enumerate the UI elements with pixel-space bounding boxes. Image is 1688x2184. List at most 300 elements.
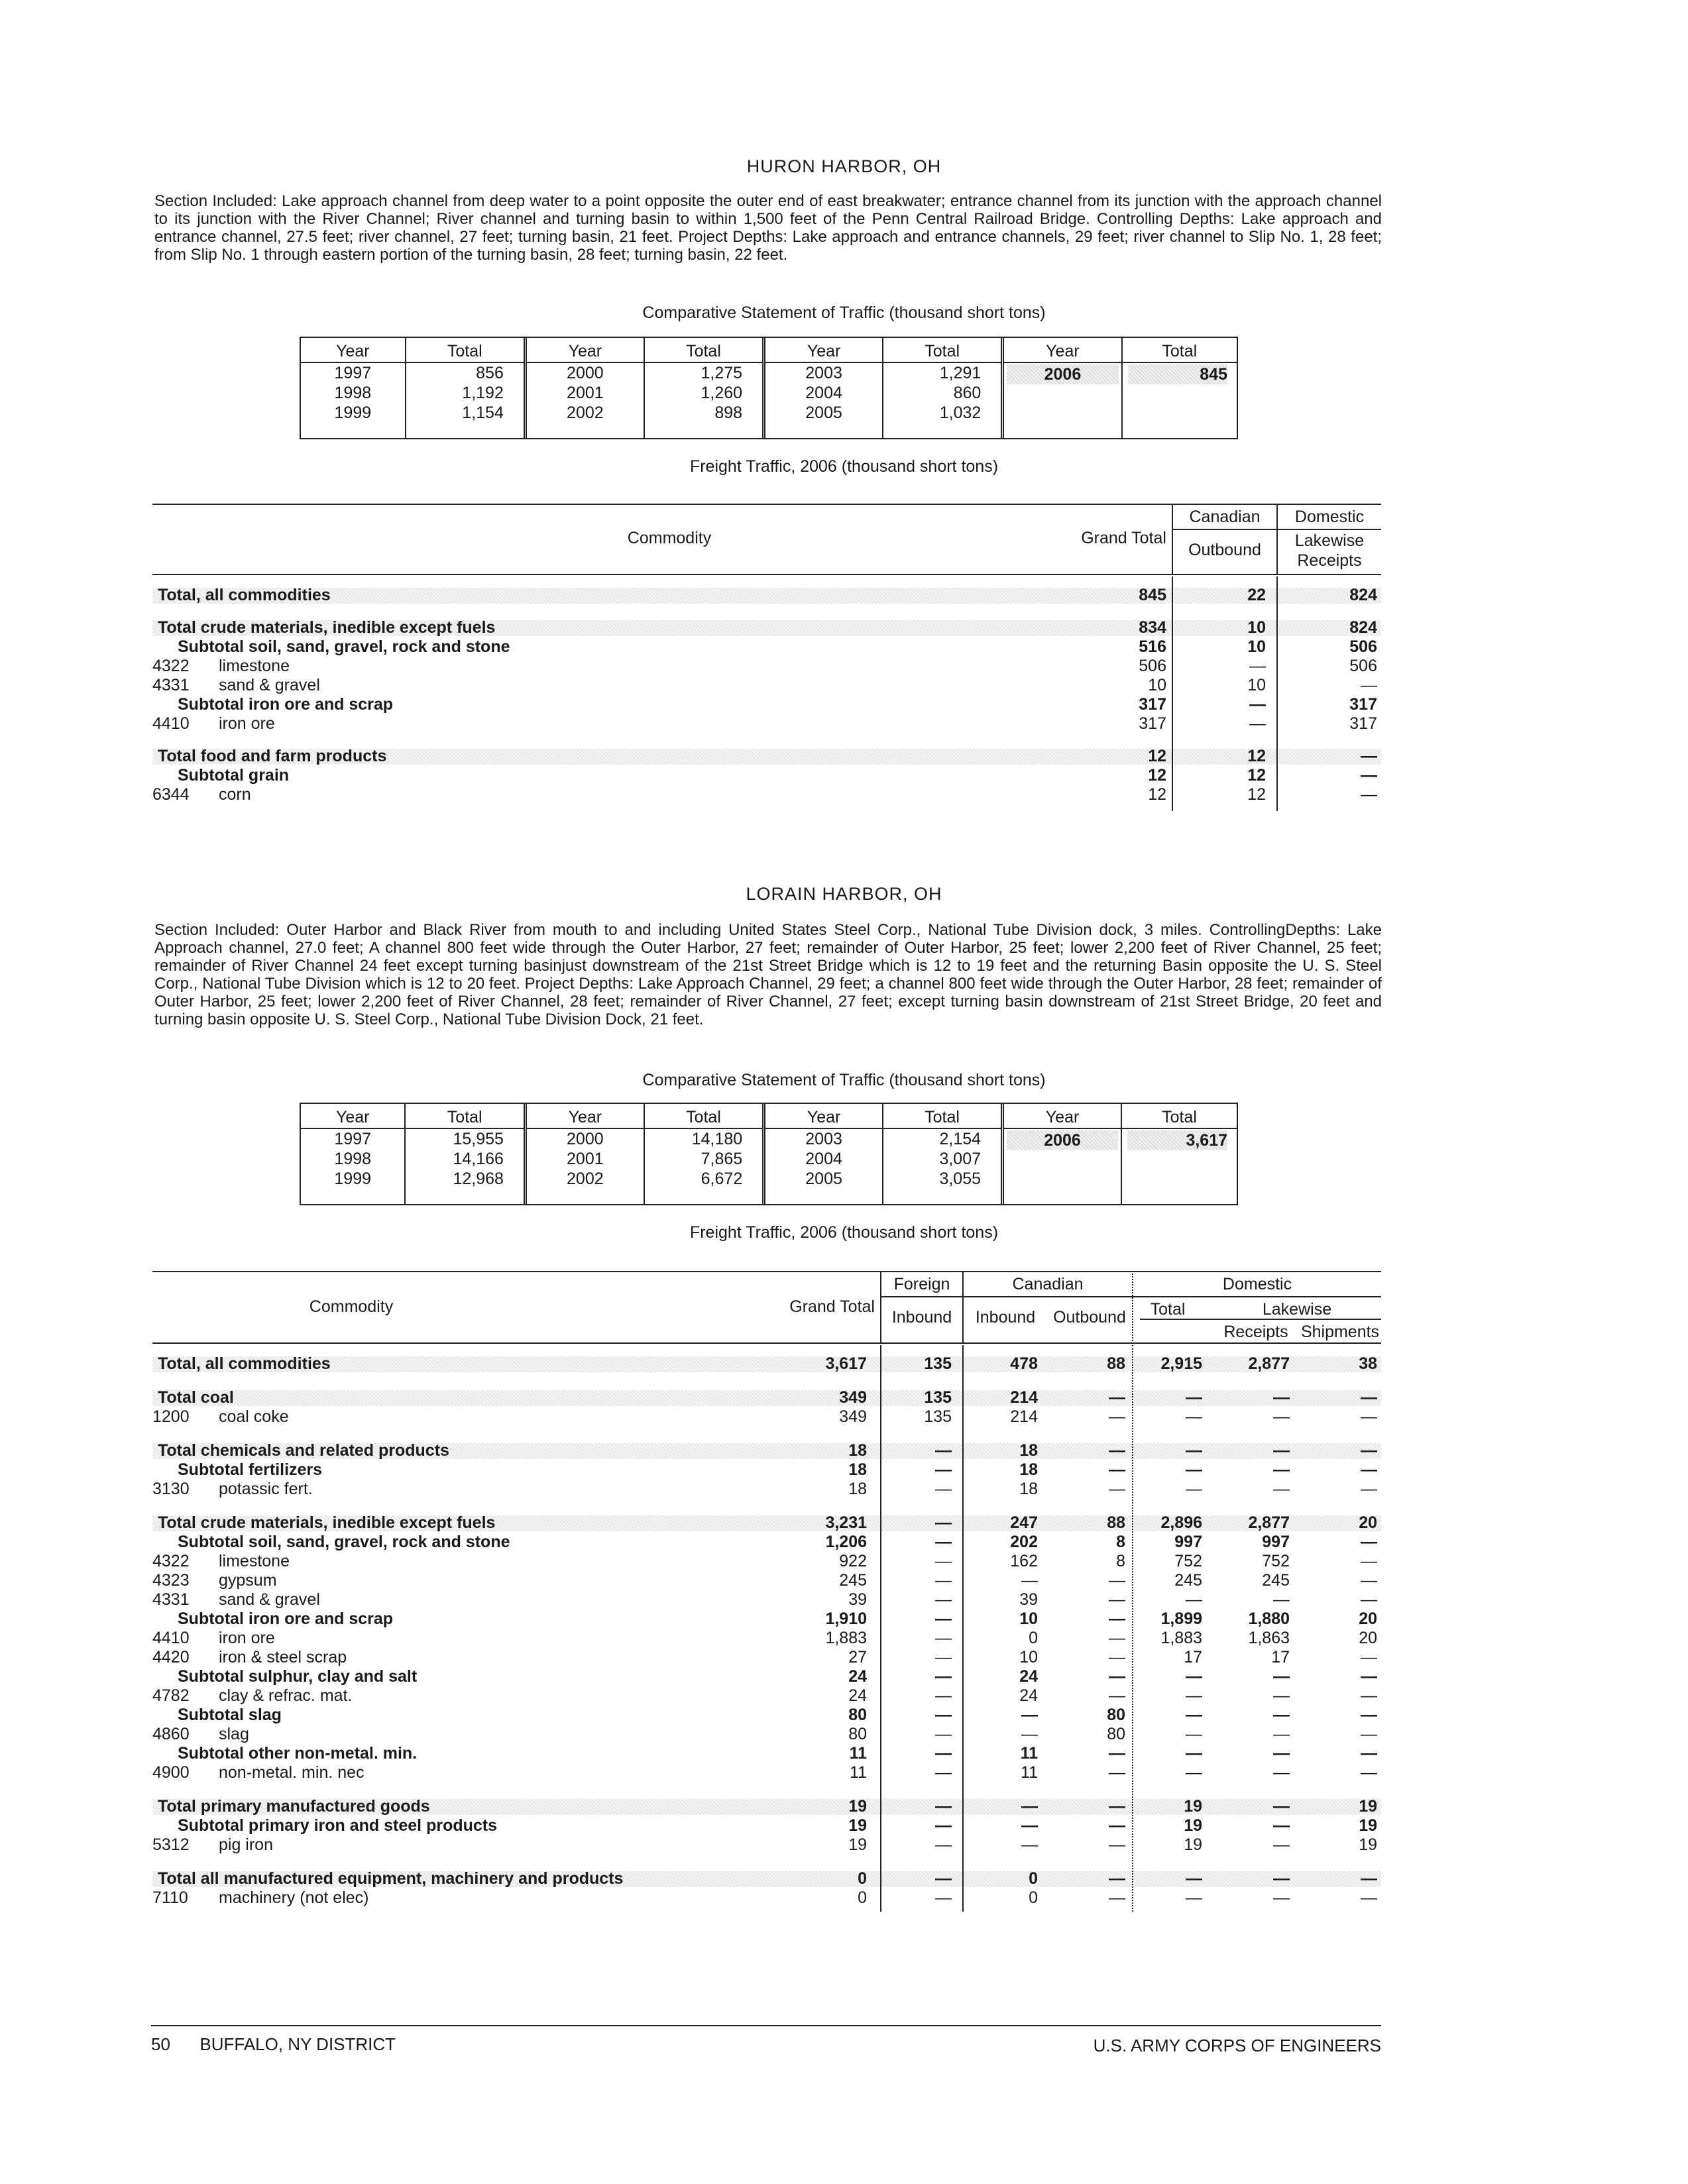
commodity-label: Total, all commodities [158, 1354, 331, 1373]
canadian-outbound-value: — [1109, 1667, 1125, 1686]
canadian-inbound-value: 478 [1010, 1354, 1038, 1373]
huron-cmp-total: 1,275 [701, 364, 743, 382]
grand-total-value: 3,617 [825, 1354, 867, 1373]
grand-total-value: 12 [1148, 785, 1166, 804]
lorain-cmp-total: 3,055 [939, 1170, 982, 1188]
foreign-inbound-value: — [935, 1590, 952, 1609]
lorain-h-foreign-inbound: Inbound [891, 1308, 952, 1327]
commodity-label: Total chemicals and related products [158, 1441, 449, 1460]
grand-total-value: 349 [839, 1388, 867, 1407]
grand-total-value: 1,883 [825, 1629, 867, 1647]
domestic-receipts-value: — [1273, 1686, 1290, 1705]
canadian-inbound-value: — [1021, 1797, 1038, 1816]
lorain-cmp-total: 14,166 [453, 1150, 504, 1168]
huron-freight-header [152, 504, 1381, 576]
lorain-cmp-year: 2003 [805, 1130, 842, 1148]
grand-total-value: 11 [849, 1744, 867, 1763]
commodity-label: 4331 sand & gravel [152, 676, 320, 694]
commodity-label: Subtotal other non-metal. min. [178, 1744, 418, 1763]
domestic-shipments-value: 20 [1359, 1629, 1377, 1647]
lorain-h-lakewise: Lakewise [1262, 1300, 1332, 1319]
domestic-receipts-value: — [1273, 1744, 1290, 1763]
canadian-outbound-value: — [1109, 1610, 1125, 1628]
canadian-inbound-value: 18 [1019, 1460, 1038, 1479]
commodity-label: Subtotal primary iron and steel products [178, 1816, 498, 1835]
canadian-outbound-value: 8 [1116, 1552, 1125, 1570]
lorain-cmp-total-header: Total [1121, 1104, 1237, 1128]
domestic-receipts-value: 824 [1349, 586, 1377, 604]
huron-h-domestic: Domestic [1294, 508, 1365, 526]
lorain-cmp-year-header: Year [525, 1104, 644, 1128]
lorain-h-receipts: Receipts [1223, 1323, 1288, 1341]
domestic-total-value: — [1186, 1686, 1202, 1705]
lorain-h-domestic-total: Total [1150, 1300, 1186, 1319]
table-row [152, 1648, 1381, 1667]
foreign-inbound-value: — [935, 1629, 952, 1647]
canadian-inbound-value: 0 [1029, 1629, 1038, 1647]
table-row [152, 1869, 1381, 1888]
domestic-total-value: — [1186, 1888, 1202, 1907]
commodity-label: 1200 coal coke [152, 1407, 289, 1426]
grand-total-value: 845 [1139, 586, 1166, 604]
domestic-shipments-value: — [1361, 1686, 1377, 1705]
table-row [152, 1552, 1381, 1571]
huron-cmp-year: 2004 [805, 384, 842, 402]
foreign-inbound-value: — [935, 1816, 952, 1835]
table-row [152, 785, 1381, 804]
commodity-label: Subtotal iron ore and scrap [178, 1610, 394, 1628]
grand-total-value: 24 [848, 1667, 867, 1686]
commodity-label: Total crude materials, inedible except fuels [158, 618, 496, 637]
canadian-outbound-value: — [1109, 1888, 1125, 1907]
grand-total-value: 349 [839, 1407, 867, 1426]
domestic-receipts-value: — [1273, 1706, 1290, 1724]
huron-freight-body [152, 576, 1381, 814]
table-row [152, 1610, 1381, 1629]
foreign-inbound-value: — [935, 1686, 952, 1705]
domestic-receipts-value: 752 [1262, 1552, 1290, 1570]
domestic-shipments-value: 20 [1359, 1513, 1377, 1532]
canadian-outbound-value: 10 [1247, 676, 1266, 694]
table-row [152, 1388, 1381, 1407]
foreign-inbound-value: — [935, 1648, 952, 1666]
table-row [152, 1533, 1381, 1552]
domestic-receipts-value: — [1273, 1835, 1290, 1854]
lorain-title: LORAIN HARBOR, OH [746, 884, 942, 904]
table-row [152, 1460, 1381, 1480]
huron-cmp-year-header: Year [764, 338, 883, 362]
table-row [152, 1441, 1381, 1460]
lorain-cmp-total-header: Total [405, 1104, 525, 1128]
canadian-inbound-value: 247 [1010, 1513, 1038, 1532]
canadian-outbound-value: — [1109, 1835, 1125, 1854]
commodity-label: Total primary manufactured goods [158, 1797, 430, 1816]
lorain-freight-caption: Freight Traffic, 2006 (thousand short tons) [689, 1223, 999, 1242]
huron-cmp-year-header: Year [1003, 338, 1122, 362]
foreign-inbound-value: — [935, 1706, 952, 1724]
commodity-label: 4323 gypsum [152, 1571, 277, 1590]
domestic-shipments-value: — [1361, 1744, 1377, 1763]
canadian-inbound-value: 11 [1020, 1744, 1038, 1763]
lorain-cmp-total: 2,154 [939, 1130, 982, 1148]
canadian-inbound-value: 202 [1010, 1533, 1038, 1551]
footer-left [151, 2034, 396, 2055]
canadian-outbound-value: 8 [1116, 1533, 1125, 1551]
domestic-total-value: — [1186, 1725, 1202, 1743]
lorain-cmp-total: 6,672 [701, 1170, 743, 1188]
commodity-label: Subtotal iron ore and scrap [178, 695, 394, 714]
domestic-total-value: — [1186, 1388, 1202, 1407]
huron-cmp-total-header: Total [1122, 338, 1237, 362]
domestic-receipts-value: — [1273, 1667, 1290, 1686]
domestic-receipts-value: 506 [1349, 657, 1377, 675]
huron-cmp-year: 1998 [334, 384, 372, 402]
canadian-inbound-value: — [1021, 1571, 1038, 1590]
commodity-label: 4900 non-metal. min. nec [152, 1763, 365, 1782]
domestic-total-value: — [1186, 1460, 1202, 1479]
huron-cmp-year: 2002 [567, 404, 604, 422]
domestic-receipts-value: — [1273, 1816, 1290, 1835]
lorain-h-grand-total: Grand Total [789, 1297, 875, 1316]
domestic-receipts-value: 506 [1349, 637, 1377, 656]
huron-comparative-table [300, 337, 1238, 439]
canadian-outbound-value: 12 [1247, 785, 1266, 804]
lorain-cmp-total: 7,865 [701, 1150, 743, 1168]
domestic-receipts-value: — [1273, 1388, 1290, 1407]
canadian-inbound-value: 39 [1019, 1590, 1038, 1609]
huron-cmp-total: 1,291 [939, 364, 982, 382]
foreign-inbound-value: — [935, 1725, 952, 1743]
table-row [152, 586, 1381, 605]
table-row [152, 1571, 1381, 1590]
foreign-inbound-value: — [935, 1480, 952, 1498]
domestic-shipments-value: — [1361, 1725, 1377, 1743]
foreign-inbound-value: — [935, 1513, 952, 1532]
canadian-outbound-value: — [1109, 1869, 1125, 1888]
foreign-inbound-value: — [935, 1552, 952, 1570]
foreign-inbound-value: 135 [924, 1388, 952, 1407]
canadian-inbound-value: 214 [1010, 1388, 1038, 1407]
grand-total-value: 922 [839, 1552, 867, 1570]
commodity-label: 4410 iron ore [152, 714, 275, 733]
domestic-total-value: 1,899 [1160, 1610, 1202, 1628]
canadian-outbound-value: — [1109, 1407, 1125, 1426]
domestic-receipts-value: 2,877 [1248, 1354, 1290, 1373]
huron-h-canadian: Canadian [1189, 508, 1261, 526]
lorain-h-domestic: Domestic [1222, 1275, 1292, 1293]
grand-total-value: 516 [1139, 637, 1166, 656]
huron-cmp-total: 860 [953, 384, 982, 402]
grand-total-value: 834 [1139, 618, 1166, 637]
canadian-outbound-value: 22 [1247, 586, 1266, 604]
domestic-shipments-value: 19 [1359, 1816, 1377, 1835]
foreign-inbound-value: — [935, 1441, 952, 1460]
huron-cmp-year-header: Year [525, 338, 644, 362]
lorain-h-commodity: Commodity [309, 1297, 394, 1316]
domestic-shipments-value: — [1361, 1571, 1377, 1590]
grand-total-value: 39 [848, 1590, 867, 1609]
domestic-receipts-value: — [1273, 1460, 1290, 1479]
table-row [152, 1354, 1381, 1374]
canadian-outbound-value: — [1249, 657, 1266, 675]
commodity-label: 4331 sand & gravel [152, 1590, 320, 1609]
domestic-receipts-value: — [1361, 785, 1377, 804]
domestic-shipments-value: — [1361, 1480, 1377, 1498]
huron-h-grand-total: Grand Total [1081, 529, 1166, 547]
table-row [152, 766, 1381, 785]
huron-cmp-year: 2000 [567, 364, 604, 382]
domestic-total-value: 19 [1184, 1816, 1202, 1835]
domestic-total-value: 1,883 [1160, 1629, 1202, 1647]
table-row [152, 1407, 1381, 1427]
domestic-receipts-value: — [1273, 1725, 1290, 1743]
canadian-outbound-value: — [1109, 1480, 1125, 1498]
foreign-inbound-value: 135 [924, 1354, 952, 1373]
lorain-cmp-year: 2002 [567, 1170, 604, 1188]
canadian-inbound-value: 10 [1019, 1610, 1038, 1628]
domestic-shipments-value: — [1361, 1460, 1377, 1479]
lorain-cmp-year: 2005 [805, 1170, 842, 1188]
huron-description: Section Included: Lake approach channel from deep water to a point opposite the outer end of east breakwater; entrance channel from its junction with the approach channel to its junction with the River Channel; River channel and turning basin to within 1,500 feet of the Penn Central Railroad Bridge. Controlling Depths: Lake approach and entrance channel, 27.5 feet; river channel, 27 feet; turning basin, 21 feet. Project Depths: Lake approach and entrance channels, 29 feet; river channel to Slip No. 1, 28 feet; from Slip No. 1 through eastern portion of the turning basin, 28 feet; turning basin, 22 feet. [154, 192, 1382, 264]
canadian-outbound-value: 10 [1247, 618, 1266, 637]
foreign-inbound-value: — [935, 1888, 952, 1907]
lorain-h-canadian-outbound: Outbound [1053, 1308, 1126, 1327]
commodity-label: 4420 iron & steel scrap [152, 1648, 347, 1666]
canadian-inbound-value: 24 [1019, 1667, 1038, 1686]
canadian-inbound-value: 214 [1010, 1407, 1038, 1426]
domestic-total-value: 2,915 [1160, 1354, 1202, 1373]
huron-cmp-total: 845 [1200, 365, 1227, 384]
grand-total-value: 80 [848, 1706, 867, 1724]
canadian-outbound-value: 80 [1107, 1725, 1125, 1743]
table-row [152, 1763, 1381, 1782]
canadian-outbound-value: — [1109, 1629, 1125, 1647]
lorain-cmp-total: 15,955 [453, 1130, 504, 1148]
grand-total-value: 317 [1139, 695, 1166, 714]
lorain-cmp-year: 2000 [567, 1130, 604, 1148]
lorain-cmp-total-header: Total [883, 1104, 1003, 1128]
domestic-total-value: — [1186, 1590, 1202, 1609]
foreign-inbound-value: — [935, 1533, 952, 1551]
huron-cmp-year: 2001 [567, 384, 604, 402]
huron-cmp-year: 1997 [334, 364, 372, 382]
domestic-receipts-value: — [1273, 1407, 1290, 1426]
grand-total-value: 1,206 [825, 1533, 867, 1551]
lorain-cmp-year: 2006 [1044, 1131, 1081, 1150]
huron-cmp-year: 1999 [334, 404, 372, 422]
table-row [152, 1797, 1381, 1816]
domestic-shipments-value: — [1361, 1706, 1377, 1724]
lorain-cmp-year: 1997 [334, 1130, 372, 1148]
canadian-outbound-value: — [1109, 1590, 1125, 1609]
domestic-receipts-value: 317 [1349, 714, 1377, 733]
huron-cmp-total: 1,260 [701, 384, 743, 402]
domestic-receipts-value: 1,880 [1248, 1610, 1290, 1628]
grand-total-value: 18 [848, 1441, 867, 1460]
canadian-outbound-value: 12 [1247, 747, 1266, 765]
huron-h-outbound: Outbound [1188, 541, 1261, 559]
domestic-total-value: — [1186, 1667, 1202, 1686]
lorain-comparative-caption: Comparative Statement of Traffic (thousand short tons) [642, 1071, 1046, 1089]
canadian-inbound-value: 18 [1019, 1441, 1038, 1460]
commodity-label: 4322 limestone [152, 1552, 290, 1570]
foreign-inbound-value: — [935, 1610, 952, 1628]
table-row [152, 1835, 1381, 1855]
domestic-total-value: — [1186, 1407, 1202, 1426]
domestic-shipments-value: — [1361, 1407, 1377, 1426]
canadian-outbound-value: — [1109, 1648, 1125, 1666]
domestic-receipts-value: — [1273, 1797, 1290, 1816]
domestic-receipts-value: 824 [1349, 618, 1377, 637]
domestic-receipts-value: 17 [1271, 1648, 1290, 1666]
canadian-outbound-value: — [1109, 1441, 1125, 1460]
table-row [152, 1480, 1381, 1499]
canadian-outbound-value: — [1109, 1816, 1125, 1835]
canadian-inbound-value: — [1021, 1835, 1038, 1854]
domestic-shipments-value: — [1361, 1552, 1377, 1570]
commodity-label: Subtotal soil, sand, gravel, rock and stone [178, 1533, 510, 1551]
huron-cmp-year: 2006 [1044, 365, 1082, 384]
domestic-receipts-value: 2,877 [1248, 1513, 1290, 1532]
huron-comparative-caption: Comparative Statement of Traffic (thousand short tons) [642, 303, 1046, 322]
domestic-total-value: 752 [1174, 1552, 1202, 1570]
domestic-total-value: 245 [1174, 1571, 1202, 1590]
canadian-inbound-value: 18 [1019, 1480, 1038, 1498]
table-row [152, 1725, 1381, 1744]
domestic-receipts-value: — [1273, 1888, 1290, 1907]
commodity-label: Total food and farm products [158, 747, 387, 765]
commodity-label: Subtotal soil, sand, gravel, rock and stone [178, 637, 510, 656]
huron-cmp-year: 2005 [805, 404, 842, 422]
domestic-receipts-value: 1,863 [1248, 1629, 1290, 1647]
domestic-shipments-value: — [1361, 1763, 1377, 1782]
foreign-inbound-value: — [935, 1460, 952, 1479]
lorain-cmp-total: 3,007 [939, 1150, 982, 1168]
grand-total-value: 19 [848, 1816, 867, 1835]
lorain-cmp-year-header: Year [764, 1104, 883, 1128]
commodity-label: 4410 iron ore [152, 1629, 275, 1647]
lorain-cmp-year: 1999 [334, 1170, 372, 1188]
domestic-shipments-value: — [1361, 1648, 1377, 1666]
grand-total-value: 27 [848, 1648, 867, 1666]
domestic-shipments-value: 19 [1359, 1835, 1377, 1854]
commodity-label: 4782 clay & refrac. mat. [152, 1686, 353, 1705]
table-row [152, 747, 1381, 766]
domestic-receipts-value: 245 [1262, 1571, 1290, 1590]
grand-total-value: 3,231 [825, 1513, 867, 1532]
domestic-receipts-value: 317 [1349, 695, 1377, 714]
grand-total-value: 1,910 [825, 1610, 867, 1628]
domestic-shipments-value: — [1361, 1667, 1377, 1686]
canadian-inbound-value: — [1021, 1816, 1038, 1835]
foreign-inbound-value: — [935, 1667, 952, 1686]
table-row [152, 714, 1381, 734]
domestic-receipts-value: — [1361, 747, 1377, 765]
domestic-total-value: 19 [1184, 1797, 1202, 1816]
domestic-total-value: — [1186, 1706, 1202, 1724]
canadian-outbound-value: — [1249, 714, 1266, 733]
canadian-outbound-value: — [1109, 1763, 1125, 1782]
domestic-total-value: — [1186, 1441, 1202, 1460]
commodity-label: Subtotal sulphur, clay and salt [178, 1667, 418, 1686]
domestic-total-value: — [1186, 1480, 1202, 1498]
canadian-inbound-value: 0 [1029, 1888, 1038, 1907]
lorain-cmp-year-header: Year [1003, 1104, 1122, 1128]
canadian-inbound-value: — [1021, 1725, 1038, 1743]
huron-h-receipts: Receipts [1297, 551, 1362, 570]
domestic-shipments-value: — [1361, 1888, 1377, 1907]
table-row [152, 1686, 1381, 1706]
foreign-inbound-value: 135 [924, 1407, 952, 1426]
grand-total-value: 245 [839, 1571, 867, 1590]
lorain-cmp-year: 2001 [567, 1150, 604, 1168]
lorain-cmp-total-header: Total [644, 1104, 764, 1128]
table-row [152, 1816, 1381, 1835]
foreign-inbound-value: — [935, 1571, 952, 1590]
lorain-freight-body [152, 1345, 1381, 1914]
domestic-receipts-value: — [1273, 1763, 1290, 1782]
domestic-total-value: — [1186, 1763, 1202, 1782]
huron-cmp-total: 1,192 [462, 384, 504, 402]
lorain-h-foreign: Foreign [893, 1275, 950, 1293]
district-name: BUFFALO, NY DISTRICT [199, 2034, 396, 2054]
domestic-shipments-value: 19 [1359, 1797, 1377, 1816]
huron-h-commodity: Commodity [627, 529, 712, 547]
domestic-receipts-value: — [1273, 1590, 1290, 1609]
lorain-cmp-year: 2004 [805, 1150, 842, 1168]
grand-total-value: 12 [1148, 747, 1166, 765]
domestic-shipments-value: — [1361, 1590, 1377, 1609]
lorain-cmp-year-header: Year [301, 1104, 405, 1128]
lorain-cmp-total: 14,180 [691, 1130, 743, 1148]
canadian-inbound-value: 0 [1029, 1869, 1038, 1888]
table-row [152, 695, 1381, 714]
grand-total-value: 19 [848, 1835, 867, 1854]
grand-total-value: 24 [848, 1686, 867, 1705]
canadian-outbound-value: 10 [1247, 637, 1266, 656]
table-row [152, 637, 1381, 657]
grand-total-value: 317 [1139, 714, 1166, 733]
huron-cmp-total-header: Total [406, 338, 526, 362]
commodity-label: Subtotal slag [178, 1706, 282, 1724]
foreign-inbound-value: — [935, 1835, 952, 1854]
canadian-outbound-value: 12 [1247, 766, 1266, 785]
huron-cmp-total: 1,032 [939, 404, 982, 422]
table-row [152, 1513, 1381, 1533]
domestic-receipts-value: — [1361, 766, 1377, 785]
grand-total-value: 506 [1139, 657, 1166, 675]
commodity-label: 3130 potassic fert. [152, 1480, 313, 1498]
commodity-label: 4860 slag [152, 1725, 249, 1743]
commodity-label: Total coal [158, 1388, 234, 1407]
grand-total-value: 10 [1148, 676, 1166, 694]
canadian-outbound-value: — [1109, 1686, 1125, 1705]
lorain-h-shipments: Shipments [1300, 1323, 1380, 1341]
domestic-total-value: 2,896 [1160, 1513, 1202, 1532]
canadian-outbound-value: 88 [1107, 1354, 1125, 1373]
lorain-cmp-year: 1998 [334, 1150, 372, 1168]
domestic-total-value: — [1186, 1869, 1202, 1888]
lorain-cmp-total: 12,968 [453, 1170, 504, 1188]
commodity-label: 4322 limestone [152, 657, 290, 675]
grand-total-value: 12 [1148, 766, 1166, 785]
domestic-total-value: 17 [1184, 1648, 1202, 1666]
canadian-outbound-value: 80 [1107, 1706, 1125, 1724]
table-row [152, 1629, 1381, 1648]
huron-cmp-year: 2003 [805, 364, 842, 382]
huron-h-lakewise: Lakewise [1294, 531, 1365, 550]
table-row [152, 1590, 1381, 1610]
